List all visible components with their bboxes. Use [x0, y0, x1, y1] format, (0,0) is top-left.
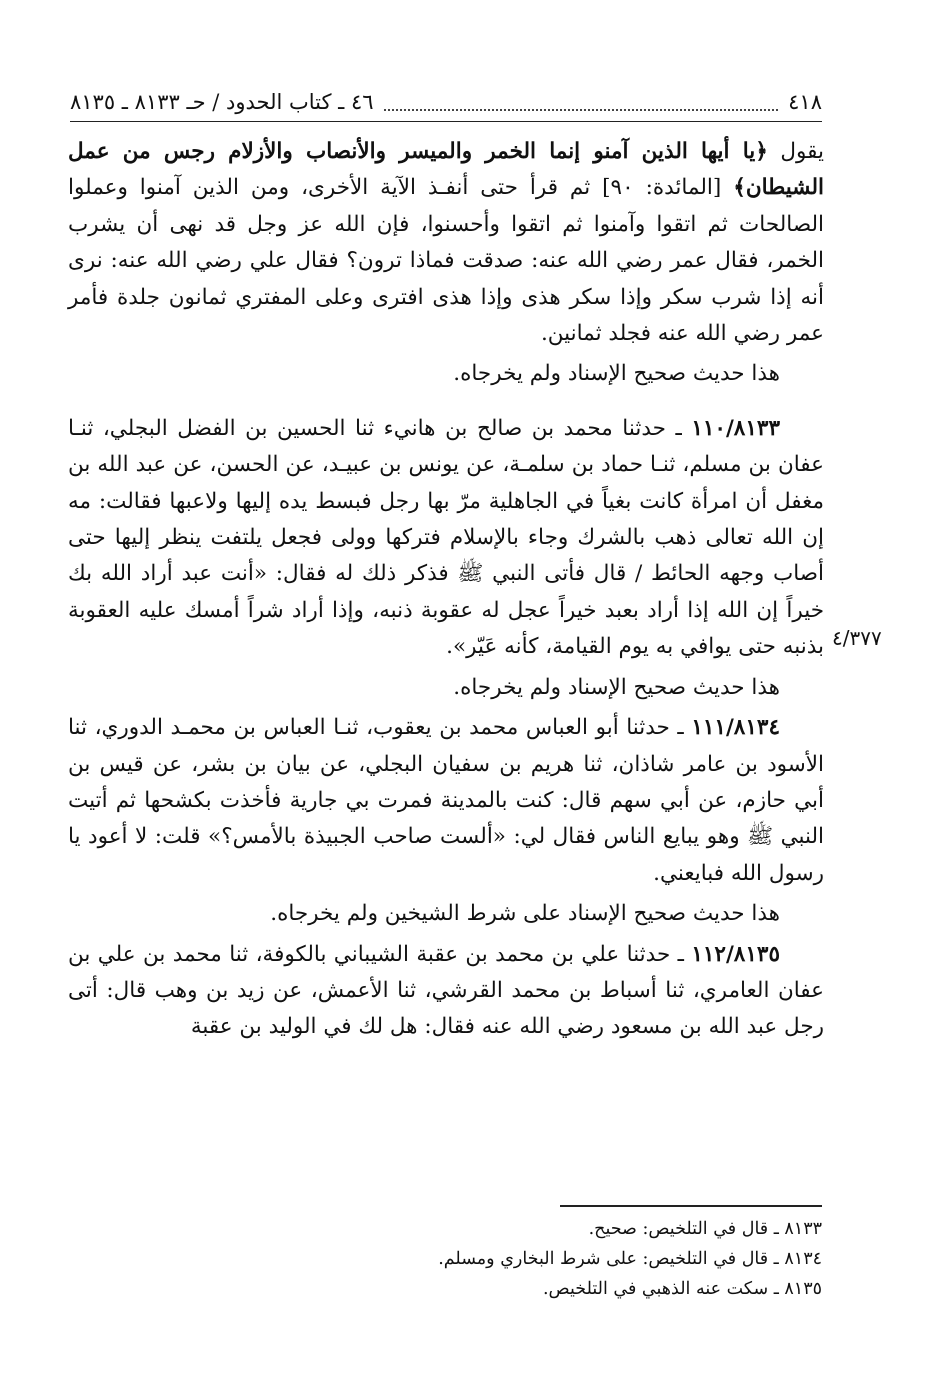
page-number: ٤١٨ — [788, 90, 822, 114]
hadith-8133 — [68, 411, 824, 666]
footnote: ٨١٣٤ ـ قال في التلخيص: على شرط البخاري ومسلم. — [438, 1249, 822, 1269]
hadith-number: ١١٠/٨١٣٣ — [691, 415, 780, 441]
footnotes — [70, 1214, 822, 1304]
main-text — [68, 134, 824, 1046]
paragraph-text: [المائدة: ٩٠] ثم قرأ حتى أنفـذ الآية الأخرى، ومن الذين آمنوا وعملوا الصالحات ثم اتقوا وآمنوا ثم اتقوا وأحسنوا، فإن الله عز وجل قد نهى أن يشرب الخمر، فقال عمر رضي الله عنه: صدقت فماذا ترون؟ فقال علي رضي الله عنه: نرى أنه إذا شرب سكر وإذا سكر هذى وإذا هذى افترى وعلى المفتري ثمانون جلدة فأمر عمر رضي الله عنه فجلد ثمانين. — [68, 175, 824, 347]
footnote: ٨١٣٥ ـ سكت عنه الذهبي في التلخيص. — [542, 1279, 822, 1299]
margin-reference: ٤/٣٧٧ — [832, 626, 882, 650]
paragraph-continuation — [68, 134, 824, 352]
header-leader-dots — [384, 109, 779, 111]
header-title: ٤٦ ـ كتاب الحدود / حـ ٨١٣٣ ـ ٨١٣٥ — [70, 90, 374, 114]
quran-verse: ﴿يا أيها الذين آمنو إنما الخمر والميسر والأنصاب والأزلام رجس من عمل الشيطان﴾ — [68, 139, 824, 201]
hadith-verdict: هذا حديث صحيح الإسناد على شرط الشيخين ولم يخرجاه. — [270, 901, 780, 927]
hadith-8135 — [68, 937, 824, 1046]
header-rule — [70, 121, 822, 122]
hadith-text: ـ حدثنا أبو العباس محمد بن يعقوب، ثنـا العباس بن محمـد الدوري، ثنا الأسود بن عامر شاذان، ثنا هريم بن سفيان البجلي، عن بيان بن بشر، عن قيس بن أبي حازم، عن أبي سهم قال: كنت بالمدينة فمرت بي جارية فأخذت بكشحها ثم أتيت النبي ﷺ وهو يبايع الناس فقال لي: «ألست صاحب الجبيذة بالأمس؟» قلت: لا أعود يا رسول الله فبايعني. — [68, 715, 824, 886]
hadith-verdict: هذا حديث صحيح الإسناد ولم يخرجاه. — [453, 361, 780, 387]
footnote-rule — [560, 1205, 822, 1207]
running-header — [70, 82, 822, 122]
paragraph-intro: يقول — [767, 139, 824, 164]
hadith-number: ١١١/٨١٣٤ — [691, 715, 780, 741]
hadith-number: ١١٢/٨١٣٥ — [691, 941, 780, 967]
hadith-verdict: هذا حديث صحيح الإسناد ولم يخرجاه. — [453, 674, 780, 700]
footnote: ٨١٣٣ ـ قال في التلخيص: صحيح. — [588, 1219, 822, 1239]
hadith-text: ـ حدثنا علي بن محمد بن عقبة الشيباني بالكوفة، ثنا محمد بن علي بن عفان العامري، ثنا أسباط بن محمد القرشي، ثنا الأعمش، عن زيد بن وهب قال: أتى رجل عبد الله بن مسعود رضي الله عنه فقال: هل لك في الوليد بن عقبة — [68, 941, 824, 1040]
hadith-8134 — [68, 710, 824, 892]
hadith-text: ـ حدثنا محمد بن صالح بن هانيء ثنا الحسين بن الفضل البجلي، ثنـا عفان بن مسلم، ثنـا حماد بن سلمـة، عن يونس بن عبيـد، عن الحسن، عن عبد الله بن مغفل أن امرأة كانت بغياً في الجاهلية مرّ بها رجل فبسط يده إليها ولاعبها فقالت: مه إن الله تعالى ذهب بالشرك وجاء بالإسلام فتركها وولى فجعل يلتفت ينظر إليها حتى أصاب وجهه الحائط / قال فأتى النبي ﷺ فذكر ذلك له فقال: «أنت عبد أراد الله بك خيراً إن الله إذا أراد بعبد خيراً عجل له عقوبة ذنبه، وإذا أراد شراً أمسك عليه العقوبة بذنبه حتى يوافي به يوم القيامة، كأنه عَيّر». — [68, 415, 824, 660]
